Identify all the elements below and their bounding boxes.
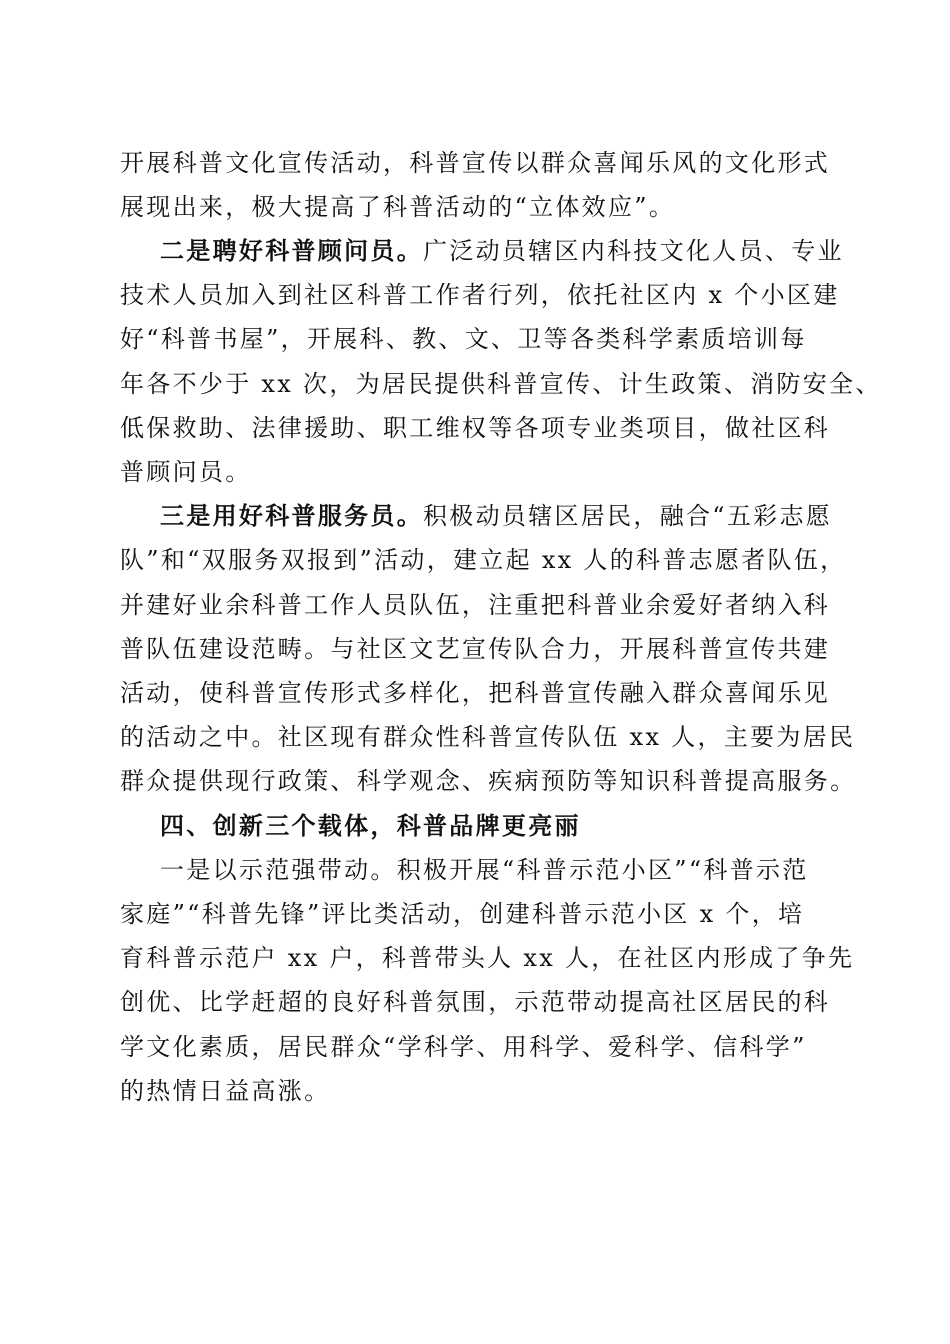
text-run: 广泛动员辖区内科技文化人员、专业 bbox=[423, 237, 844, 265]
text-line: 家庭”“科普先锋”评比类活动，创建科普示范小区 x 个，培 bbox=[120, 900, 805, 928]
paragraph-lead: 三是用好科普服务员。 bbox=[160, 502, 423, 530]
text-run: 积极动员辖区居民，融合“五彩志愿 bbox=[423, 502, 833, 530]
text-line: 学文化素质，居民群众“学科学、用科学、爱科学、信科学” bbox=[120, 1033, 807, 1061]
text-line: 好“科普书屋”，开展科、教、文、卫等各类科学素质培训每 bbox=[120, 325, 807, 353]
text-line: 年各不少于 xx 次，为居民提供科普宣传、计生政策、消防安全、 bbox=[120, 370, 882, 398]
paragraph-first-line bbox=[160, 855, 809, 885]
section-heading: 四、创新三个载体，科普品牌更亮丽 bbox=[160, 812, 581, 840]
text-line: 并建好业余科普工作人员队伍，注重把科普业余爱好者纳入科 bbox=[120, 591, 831, 619]
text-line: 活动，使科普宣传形式多样化，把科普宣传融入群众喜闻乐见 bbox=[120, 679, 831, 707]
text-line: 开展科普文化宣传活动，科普宣传以群众喜闻乐风的文化形式 bbox=[120, 149, 831, 177]
paragraph-first-line bbox=[160, 236, 844, 266]
text-line: 低保救助、法律援助、职工维权等各项专业类项目，做社区科 bbox=[120, 414, 831, 442]
text-line: 展现出来，极大提高了科普活动的“立体效应”。 bbox=[120, 193, 676, 221]
text-line: 群众提供现行政策、科学观念、疾病预防等知识科普提高服务。 bbox=[120, 767, 857, 795]
text-line: 的活动之中。社区现有群众性科普宣传队伍 xx 人，主要为居民 bbox=[120, 723, 856, 751]
text-line: 育科普示范户 xx 户，科普带头人 xx 人，在社区内形成了争先 bbox=[120, 944, 855, 972]
paragraph-first-line bbox=[160, 501, 832, 531]
paragraph-lead: 二是聘好科普顾问员。 bbox=[160, 237, 423, 265]
text-run: 积极开展“科普示范小区”“科普示范 bbox=[396, 856, 809, 884]
text-line: 技术人员加入到社区科普工作者行列，依托社区内 x 个小区建 bbox=[120, 281, 840, 309]
paragraph-lead: 一是以示范强带动。 bbox=[160, 856, 397, 884]
text-line: 普队伍建设范畴。与社区文艺宣传队合力，开展科普宣传共建 bbox=[120, 635, 831, 663]
text-line: 的热情日益高涨。 bbox=[120, 1077, 331, 1105]
text-line: 普顾问员。 bbox=[120, 458, 252, 486]
text-line: 队”和“双服务双报到”活动，建立起 xx 人的科普志愿者队伍， bbox=[120, 546, 847, 574]
text-line: 创优、比学赶超的良好科普氛围，示范带动提高社区居民的科 bbox=[120, 988, 831, 1016]
